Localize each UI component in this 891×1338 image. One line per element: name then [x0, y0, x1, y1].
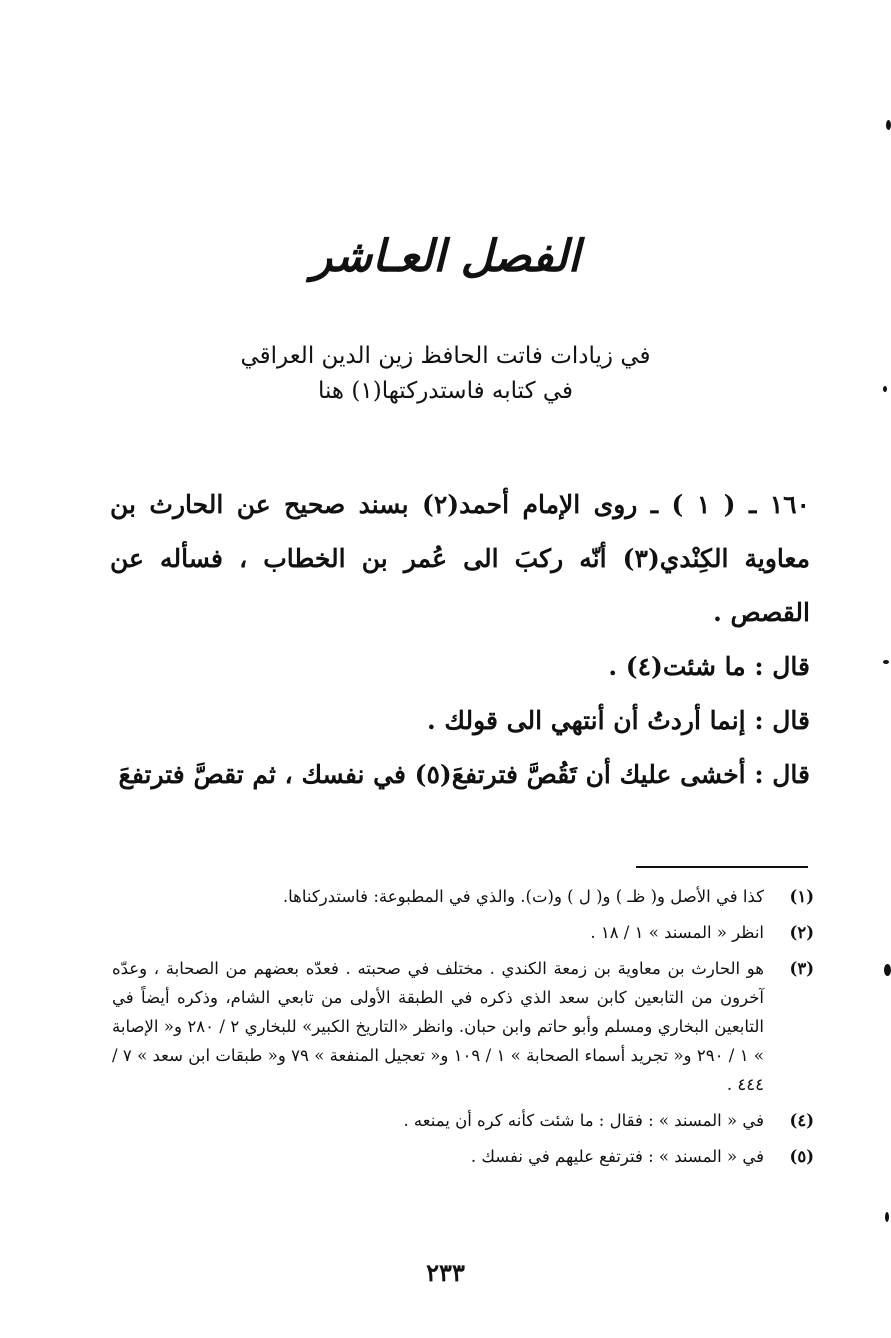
footnote-number: (٤) [789, 1111, 814, 1130]
edge-mark [883, 660, 889, 664]
chapter-title: الفصل العـاشر [311, 231, 580, 282]
footnote [112, 882, 814, 911]
dialogue-line: قال : ما شئت(٤) . [608, 652, 810, 681]
chapter-subtitle-line-2: في كتابه فاستدركتها(١) هنا [317, 378, 574, 404]
dialogue-line: قال : إنما أردتُ أن أنتهي الى قولك . [426, 706, 810, 735]
page-number: ٢٣٣ [426, 1258, 465, 1287]
footnote [112, 918, 814, 947]
footnote-text: كذا في الأصل و( ظـ ) و( ل ) و(ت). والذي في المطبوعة: فاستدركناها. [282, 887, 764, 906]
footnote-text: انظر « المسند » ١ / ١٨ . [590, 923, 764, 942]
footnote-text: في « المسند » : فترتفع عليهم في نفسك . [470, 1147, 764, 1166]
footnote-text: هو الحارث بن معاوية بن زمعة الكندي . مختلف في صحبته . فعدّه بعضهم من الصحابة ، وعدّه آخرون من التابعين كابن سعد الذي ذكره في الطبقة الأولى من تابعي الشام، وذكره أيضاً في التابعين البخاري ومسلم وأبو حاتم وابن حبان. وانظر «التاريخ الكبير» للبخاري ٢ / ٢٨٠ و« الإصابة » ١ / ٢٩٠ و« تجريد أسماء الصحابة » ١ / ١٠٩ و« تعجيل المنفعة » ٧٩ و« طبقات ابن سعد » ٧ / ٤٤٤ . [112, 959, 765, 1094]
footnote-text: في « المسند » : فقال : ما شئت كأنه كره أن يمنعه . [403, 1111, 764, 1130]
footnote-number: (٥) [789, 1147, 814, 1166]
dialogue-line: قال : أخشى عليك أن تَقُصَّ فترتفعَ(٥) في نفسك ، ثم تقصَّ فترتفعَ [118, 760, 810, 789]
footnote [112, 954, 814, 1099]
footnote-separator [636, 866, 808, 868]
footnote-number: (٢) [789, 923, 814, 942]
footnote-number: (٣) [789, 959, 814, 978]
edge-mark [885, 1212, 889, 1222]
footnote [112, 1106, 814, 1135]
hadith-paragraph: ١٦٠ ـ ( ١ ) ـ روى الإمام أحمد(٢) بسند صحيح عن الحارث بن معاوية الكِنْدي(٣) أنّه ركبَ الى عُمر بن الخطاب ، فسأله عن القصص . [110, 490, 811, 627]
edge-mark [886, 120, 891, 130]
footnotes [112, 882, 814, 1178]
footnote-number: (١) [789, 887, 814, 906]
edge-mark [884, 964, 891, 976]
main-text [110, 478, 810, 802]
chapter-subtitle-line-1: في زيادات فاتت الحافظ زين الدين العراقي [240, 343, 651, 369]
footnote [112, 1142, 814, 1171]
